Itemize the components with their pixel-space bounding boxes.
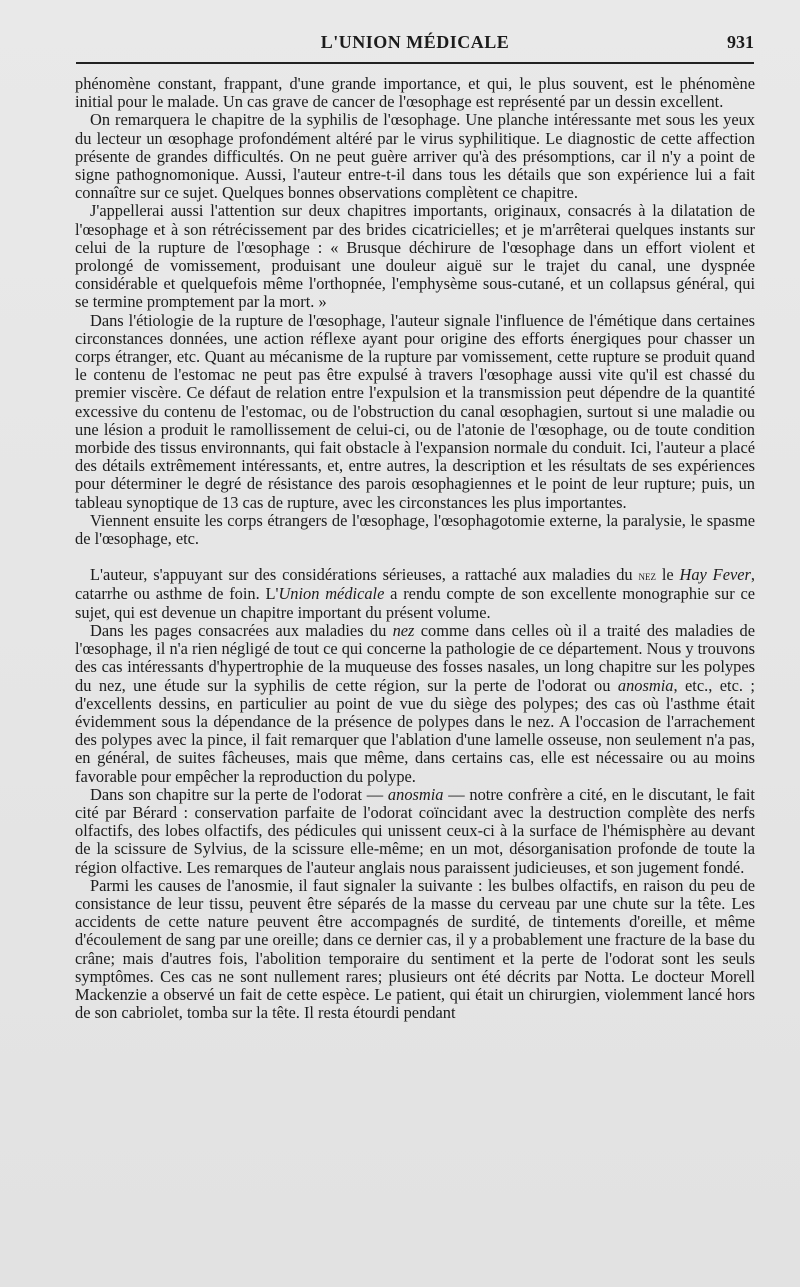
pages-text-c: , etc., etc. ; d'excellents dessins, en particulier au point de vue du siège des polypes; des cas où l'asthme était évidemment sous la dépendance de la présence de polypes dans le nez. A l'occasion de l'arrachement des polypes avec la pince, il fait remarquer que l'ablation d'une lamelle osseuse, non seulement n'a pas, en général, de suites fâcheuses, mais que même, dans certains cas, elle est nécessaire ou au moins favorable pour empêcher la reproduction du polype. <box>75 675 755 786</box>
nez-text-d: a rendu compte de son excellente monographie sur ce sujet, qui est devenue un chapitre important du présent volume. <box>75 584 756 622</box>
anosmia-text-b: — notre confrère a cité, en le discutant, le fait cité par Bérard : conservation parfaite de l'odorat coïncidant avec la destruction complète des nerfs olfactifs, des lobes olfactifs, des pédicules qui unissent ceux-ci à la surface de l'hémisphère au devant de la scissure de Sylvius, de la scissure elle-même; en un mot, désorganisation profonde de toute la région olfactive. Les remarques de l'auteur anglais nous paraissent judicieuses, et son jugement fondé. <box>75 784 755 877</box>
paragraph-cancer: phénomène constant, frappant, d'une grande importance, et qui, le plus souvent, est le phénomène initial pour le malade. Un cas grave de cancer de l'œsophage est représenté par un dessin excellent. <box>75 74 755 112</box>
page-header <box>76 28 754 58</box>
nez-text-b: le <box>655 565 680 585</box>
nez-text-a: L'auteur, s'appuyant sur des considérations sérieuses, a rattaché aux maladies du <box>90 565 639 585</box>
page-number: 931 <box>727 32 754 52</box>
pages-text-a: Dans les pages consacrées aux maladies du <box>90 620 393 640</box>
nez-text-c: , catarrhe ou asthme de foin. L' <box>75 565 756 604</box>
anosmia-italic: anosmia <box>617 675 674 695</box>
paragraph-syphilis: On remarquera le chapitre de la syphilis de l'œsophage. Une planche intéressante met sous les yeux du lecteur un œsophage profondément altéré par le virus syphilitique. Le diagnostic de cette affection présente de grandes difficultés. On ne peut guère arriver qu'à des présomptions, car il n'y a point de signe pathognomonique. Aussi, l'auteur entre-t-il dans tous les détails que son expérience lui a fait connaître sur ce sujet. Quelques bonnes observations complètent ce chapitre. <box>75 110 755 203</box>
hay-fever-italic: Hay Fever <box>679 565 751 585</box>
nez-italic: nez <box>392 620 415 640</box>
running-title: L'UNION MÉDICALE <box>320 32 510 52</box>
anosmia-text-a: Dans son chapitre sur la perte de l'odorat — <box>90 784 388 804</box>
page-body <box>75 75 755 1022</box>
paragraph-anosmia <box>75 786 755 877</box>
paragraph-pages-nez <box>75 622 755 786</box>
paragraph-dilatation: J'appellerai aussi l'attention sur deux chapitres importants, originaux, consacrés à la dilatation de l'œsophage et à son rétrécissement par des brides cicatricielles; et je m'arrêterai quelques instants sur celui de la rupture de l'œsophage : « Brusque déchirure de l'œsophage dans un effort violent et prolongé de vomissement, produisant une douleur aiguë sur le trajet du canal, une dyspnée considérable et quelquefois même l'orthopnée, l'emphysème sous-cutané, et un collapsus général, qui se termine promptement par la mort. » <box>75 201 755 312</box>
paragraph-causes: Parmi les causes de l'anosmie, il faut signaler la suivante : les bulbes olfactifs, en raison du peu de consistance de leur tissu, peuvent être séparés de la masse du cerveau par une chute sur la tête. Les accidents de cette nature peuvent être accompagnés de surdité, de tintements d'oreille, et même d'écoulement de sang par une oreille; dans ce dernier cas, il y a probablement une fracture de la base du crâne; mais d'autres fois, l'abolition temporaire du sentiment et la perte de l'odorat sont les seuls symptômes. Ces cas ne sont nullement rares; plusieurs ont été décrits par Notta. Le docteur Morell Mackenzie a observé un fait de cette espèce. Le patient, qui était un chirurgien, violemment lancé hors de son cabriolet, tomba sur la tête. Il resta étourdi pendant <box>75 875 755 1023</box>
paragraph-nez <box>75 566 755 622</box>
header-rule <box>76 62 754 64</box>
pages-text-b: comme dans celles où il a traité des maladies de l'œsophage, il n'a rien négligé de tout ce qui concerne la pathologie de ce département. Nous y trouvons des cas intéressants d'hypertrophie de la muqueuse des fosses nasales, un long chapitre sur les polypes du nez, une étude sur la syphilis de cette région, sur la perte de l'odorat ou <box>75 620 755 695</box>
paragraph-etiologie: Dans l'étiologie de la rupture de l'œsophage, l'auteur signale l'influence de l'émétique dans certaines circonstances données, une action réflexe ayant pour origine des efforts énergiques pour chasser un corps étranger, etc. Quant au mécanisme de la rupture par vomissement, cette rupture se produit quand le contenu de l'estomac ne peut pas être expulsé à travers l'œsophage aussi vite qu'il est chassé du premier viscère. Ce défaut de relation entre l'expulsion et la transmission peut dépendre de la quantité excessive du contenu de l'estomac, ou de l'obstruction du canal œsophagien, surtout si une maladie ou une lésion a produit le ramollissement de celui-ci, ou de l'atonie de l'œsophage, ou de toute condition morbide des tissus environnants, qui fait obstacle à l'expansion normale du conduit. Ici, l'auteur a placé des détails extrêmement intéressants, et, entre autres, la description et les résultats de ses expériences pour déterminer le degré de résistance des parois œsophagiennes et le point de leur rupture; puis, un tableau synoptique de 13 cas de rupture, avec les circonstances les plus importantes. <box>75 310 755 512</box>
nez-smallcaps: nez <box>638 568 656 584</box>
anosmia-italic-2: anosmia <box>387 784 444 804</box>
paragraph-corps-etrangers: Viennent ensuite les corps étrangers de l'œsophage, l'œsophagotomie externe, la paralysie, le spasme de l'œsophage, etc. <box>75 510 755 549</box>
union-medicale-italic: Union médicale <box>278 584 385 604</box>
